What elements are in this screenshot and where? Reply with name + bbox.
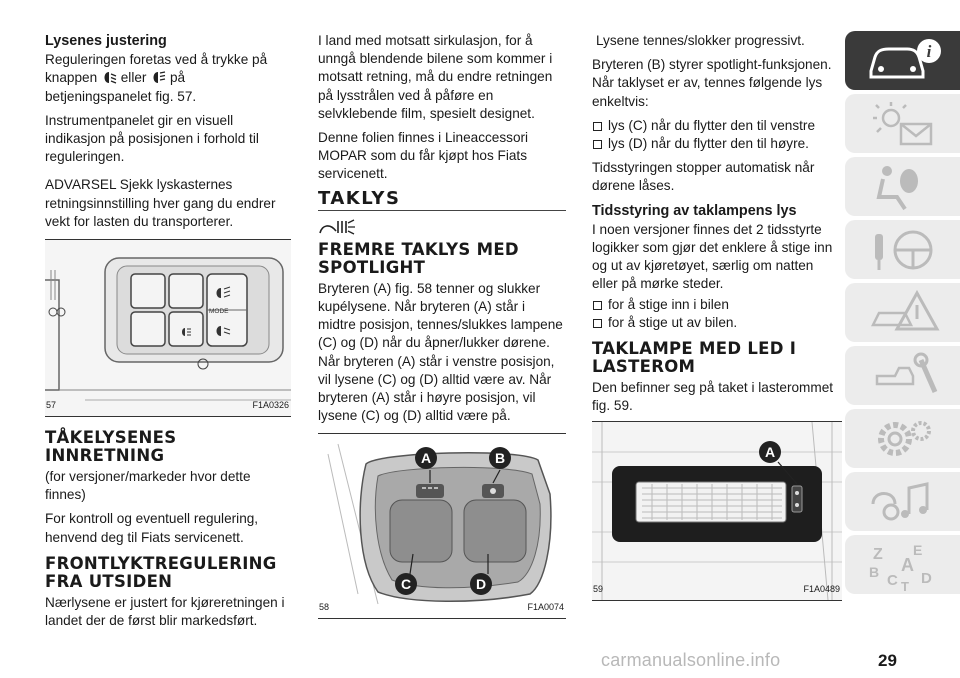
paragraph-bryteren-b: Bryteren (B) styrer spotlight-funksjonen. Når taklyset er av, tennes følgende lys enkeltvis: [592,57,832,109]
figure-59-code: F1A0489 [803,584,840,595]
fig58-label-a: A [420,450,432,467]
tab-multimedia[interactable] [845,472,960,531]
heading-fremre-taklys: FREMRE TAKLYS MED SPOTLIGHT [318,239,519,277]
fig58-label-c: C [400,576,412,593]
alpha-letter: Z [873,546,883,563]
figure-58-number: 58 [319,602,330,613]
paragraph-tidsstyring: Tidsstyringen stopper automatisk når dørene låses. [592,160,815,194]
tab-technical-data[interactable] [845,409,960,468]
paragraph-advarsel: ADVARSEL Sjekk lyskasternes retningsinnstilling hver gang du endrer vekt for lasten du transporterer. [45,177,276,229]
headlight-up-icon [150,71,166,84]
headlight-down-icon [101,71,117,84]
figure-58 [318,433,566,619]
tab-maintenance[interactable] [845,346,960,405]
page-number: 29 [878,651,897,670]
paragraph-logikker: I noen versjoner finnes det 2 tidsstyrte logikker som gjør det enklere å stige inn og ut av kjøretøyet, særlig om natten eller på mørke steder. [592,221,833,292]
mode-label: MODE [209,308,229,316]
figure-57-code: F1A0326 [252,399,289,410]
alpha-letter: D [921,570,932,587]
paragraph-kontroll: For kontroll og eventuell regulering, henvend deg til Fiats servicenett. [45,511,259,545]
wrench-icon [865,352,945,400]
alpha-letter: C [887,572,898,589]
alphabet-index-icon [865,541,945,593]
paragraph-folien: Denne folien finnes i Lineaccessori MOPAR som du får kjøpt hos Fiats servicenett. [318,130,529,182]
checkbox-bullet-icon [593,140,602,149]
figure-59-number: 59 [593,584,604,595]
alpha-letter: T [901,579,909,593]
heading-lysenes-justering: Lysenes justering [45,33,167,49]
figure-57-illustration [45,240,291,416]
tab-car-info[interactable] [845,31,960,90]
airbag-seat-icon [865,163,945,211]
checkbox-bullet-icon [593,301,602,310]
gear-icon [865,415,945,463]
hazard-triangle-icon [865,289,945,337]
paragraph-naerlys: Nærlysene er justert for kjøreretningen i landet der de først blir markedsført. [45,594,285,629]
heading-frontlykt: FRONTLYKTREGULERING FRA UTSIDEN [45,553,277,591]
tab-warning-lights[interactable] [845,94,960,153]
heading-taklys: TAKLYS [318,190,566,211]
column-2 [318,32,566,619]
paragraph-versjoner: (for versjoner/markeder hvor dette finnes) [45,469,251,503]
alpha-letter: B [869,564,880,580]
checkbox-bullet-icon [593,122,602,131]
car-info-icon [865,37,945,85]
figure-58-code: F1A0074 [527,602,564,613]
alpha-letter: E [913,542,923,558]
figure-57-number: 57 [46,399,57,410]
figure-59-illustration [592,422,842,600]
fig58-label-b: B [494,450,506,467]
paragraph-bryteren-a: Bryteren (A) fig. 58 tenner og slukker kupélysene. Når bryteren (A) står i midtre posisjon, tennes/slukkes lampene (C) og (D) når du åpner/lukker dørene. Når bryteren (A) står i venstre posisjon, vil lysene (C) og (D) alltid være av. Når bryteren (A) står i høyre posisjon, vil lysene (C) og (D) alltid være på. [318,280,563,424]
column-3 [592,32,842,601]
paragraph-instrumentpanel: Instrumentpanelet gir en visuell indikasjon på posisjonen i forhold til reguleringen. [45,112,259,165]
heading-taakelysenes: TÅKELYSENES INNRETNING [45,428,177,466]
steering-key-icon [865,226,945,274]
media-music-icon [865,478,945,526]
tab-alphabetical-index[interactable] [845,535,960,594]
figure-57 [45,239,291,417]
list-item: lys (C) når du flytter den til venstre [592,117,842,135]
fig59-label-a: A [764,444,776,461]
alpha-letter: A [901,555,914,575]
paragraph-lasterom: Den befinner seg på taket i lasterommet fig. 59. [592,380,834,414]
checkbox-bullet-icon [593,319,602,328]
tab-hazard[interactable] [845,283,960,342]
paragraph-progressivt: Lysene tennes/slokker progressivt. [596,33,805,48]
heading-tidsstyring: Tidsstyring av taklampens lys [592,202,797,219]
watermark: carmanualsonline.info [601,650,781,670]
paragraph-regulering: Reguleringen foretas ved å trykke på knappen eller på betjeningspanelet fig. 57. [45,52,268,104]
tab-airbag-seat[interactable] [845,157,960,216]
figure-59 [592,421,842,601]
list-item: for å stige inn i bilen [592,296,842,314]
fig58-label-d: D [475,576,487,593]
tab-steering-key[interactable] [845,220,960,279]
svg-text:i: i [926,42,932,61]
list-item: lys (D) når du flytter den til høyre. [592,135,842,153]
heading-taklampe-led: TAKLAMPE MED LED I LASTEROM [592,339,797,377]
dome-light-icon [318,217,358,237]
column-1 [45,32,291,636]
paragraph-motsatt: I land med motsatt sirkulasjon, for å unngå blendende bilene som kommer i motsatt retning, må du endre retningen på lysstrålen ved å påføre en selvklebende film, spesielt designet. [318,33,553,121]
figure-58-illustration [318,434,566,618]
warning-lights-icon [865,100,945,148]
list-item: for å stige ut av bilen. [592,314,842,332]
chapter-sidebar [845,31,960,598]
